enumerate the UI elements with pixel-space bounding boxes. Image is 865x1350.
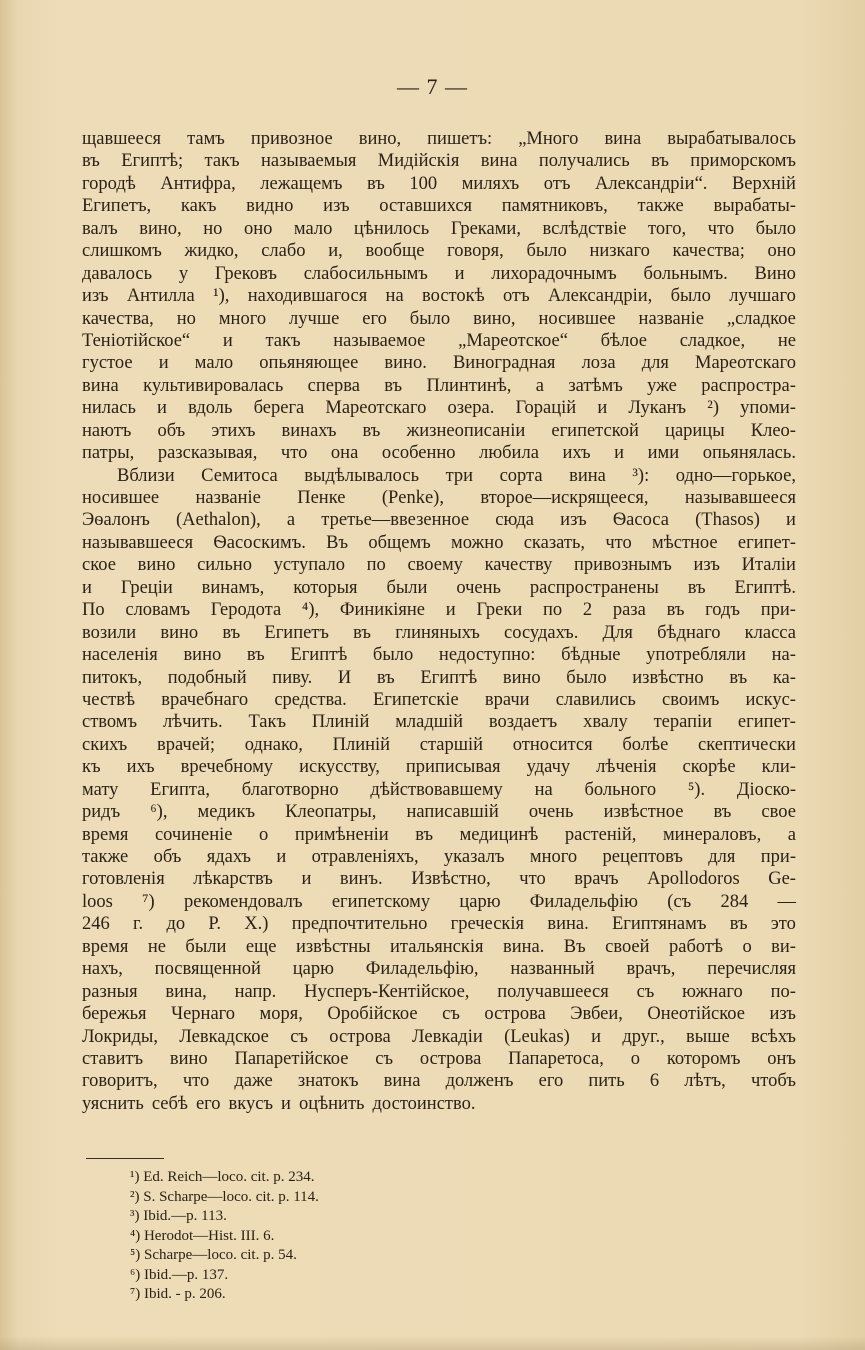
text-line: разныя вина, напр. Нусперъ-Кентійское, получавшееся съ южнаго по- bbox=[82, 981, 796, 1002]
text-line: Египетъ, какъ видно изъ оставшихся памятниковъ, также вырабаты- bbox=[82, 196, 796, 217]
text-line: Вблизи Семитоса выдѣлывалось три сорта вина ³): одно—горькое, bbox=[117, 465, 796, 486]
text-line: изъ Антилла ¹), находившагося на востокѣ отъ Александріи, было лучшаго bbox=[82, 286, 796, 307]
text-line: говоритъ, что даже знатокъ вина долженъ его пить 6 лѣтъ, чтобъ bbox=[82, 1071, 796, 1092]
text-line: Теніотійское“ и такъ называемое „Мареотское“ бѣлое сладкое, не bbox=[82, 330, 796, 351]
text-line: готовленія лѣкарствъ и винъ. Извѣстно, что врачъ Apollodoros Ge- bbox=[82, 869, 796, 890]
text-line: мату Египта, благотворно дѣйствовавшему на больного ⁵). Діоско- bbox=[82, 779, 796, 800]
text-line: По словамъ Геродота ⁴), Финикіяне и Греки по 2 раза въ годъ при- bbox=[82, 600, 796, 621]
text-line: носившее названіе Пенке (Penke), второе—искрящееся, называвшееся bbox=[82, 488, 796, 508]
footnote: ⁴) Herodot—Hist. III. 6. bbox=[130, 1227, 275, 1244]
text-line: слишкомъ жидко, слабо и, вообще говоря, было низкаго качества; оно bbox=[82, 241, 796, 262]
text-line: также объ ядахъ и отравленіяхъ, указалъ много рецептовъ для при- bbox=[82, 847, 796, 867]
footnote: ¹) Ed. Reich—loco. cit. p. 234. bbox=[130, 1169, 315, 1185]
text-line: ское вино сильно уступало по своему качеству привознымъ изъ Италіи bbox=[82, 555, 796, 576]
text-line: Эѳалонъ (Aethalon), а третье—ввезенное сюда изъ Ѳасоса (Thasos) и bbox=[82, 510, 796, 531]
text-line: населенія вино въ Египтѣ было недоступно: бѣдные употребляли на- bbox=[82, 645, 796, 666]
text-line: питокъ, подобный пиву. И въ Египтѣ вино было извѣстно въ ка- bbox=[82, 667, 796, 688]
text-line: въ Египтѣ; такъ называемыя Мидійскія вина получались въ приморскомъ bbox=[82, 151, 796, 172]
text-line: называвшееся Ѳасоскимъ. Въ общемъ можно сказать, что мѣстное египет- bbox=[82, 532, 796, 553]
text-line: Локриды, Левкадское съ острова Левкадіи (Leukas) и друг., выше всѣхъ bbox=[82, 1026, 796, 1047]
body-text bbox=[82, 128, 796, 1115]
text-line: нахъ, посвященной царю Филадельфію, названный врачъ, перечисляя bbox=[82, 959, 796, 980]
text-line: ствомъ лѣчить. Такъ Плиній младшій воздаетъ хвалу терапіи египет- bbox=[82, 712, 796, 733]
text-line: loos ⁷) рекомендовалъ египетскому царю Филадельфію (съ 284 — bbox=[82, 891, 796, 912]
text-line: густое и мало опьяняющее вино. Виноградная лоза для Мареотскаго bbox=[82, 353, 796, 374]
text-line: городѣ Антифра, лежащемъ въ 100 миляхъ отъ Александріи“. Верхній bbox=[82, 173, 796, 194]
text-line: вина культивировалась сперва въ Плинтинѣ, а затѣмъ уже распростра- bbox=[82, 375, 796, 396]
page-number: — 7 — bbox=[397, 74, 468, 99]
footnote: ³) Ibid.—p. 113. bbox=[130, 1208, 227, 1224]
text-line: нилась и вдоль берега Мареотскаго озера. Горацій и Луканъ ²) упоми- bbox=[82, 398, 796, 419]
footnote: ⁷) Ibid. - p. 206. bbox=[130, 1286, 226, 1302]
footnote: ²) S. Scharpe—loco. cit. p. 114. bbox=[130, 1188, 319, 1205]
text-line: и Греціи винамъ, которыя были очень распространены въ Египтѣ. bbox=[82, 577, 796, 598]
text-line: патры, разсказывая, что она особенно любила ихъ и ими опьянялась. bbox=[82, 443, 796, 464]
footnote-divider bbox=[86, 1158, 164, 1159]
text-line: возили вино въ Египетъ въ глиняныхъ сосудахъ. Для бѣднаго класса bbox=[82, 622, 796, 643]
text-line: чествѣ врачебнаго средства. Египетскіе врачи славились своимъ искус- bbox=[82, 689, 796, 710]
text-line: наютъ объ этихъ винахъ въ жизнеописаніи египетской царицы Клео- bbox=[82, 420, 796, 441]
footnotes bbox=[130, 1168, 319, 1305]
text-line: время сочиненіе о примѣненіи въ медицинѣ растеній, минераловъ, а bbox=[82, 824, 796, 845]
text-line: ставитъ вино Папаретійское съ острова Папаретоса, о которомъ онъ bbox=[82, 1048, 796, 1069]
text-line: къ ихъ вречебному искусству, приписывая удачу лѣченія скорѣе кли- bbox=[82, 757, 796, 778]
text-line: ридъ ⁶), медикъ Клеопатры, написавшій очень извѣстное въ свое bbox=[82, 802, 796, 823]
footnote: ⁵) Scharpe—loco. cit. p. 54. bbox=[130, 1247, 297, 1263]
text-line: качества, но много лучше его было вино, носившее названіе „сладкое bbox=[82, 308, 796, 329]
text-line: давалось у Грековъ слабосильнымъ и лихорадочнымъ больнымъ. Вино bbox=[82, 263, 796, 284]
text-line: бережья Чернаго моря, Оробійское съ острова Эвбеи, Онеотійское изъ bbox=[82, 1004, 796, 1025]
text-line: уяснить себѣ его вкусъ и оцѣнить достоинство. bbox=[82, 1093, 476, 1114]
text-line: щавшееся тамъ привозное вино, пишетъ: „Много вина вырабатывалось bbox=[82, 129, 796, 149]
text-line: 246 г. до Р. Х.) предпочтительно греческія вина. Египтянамъ въ это bbox=[82, 914, 796, 935]
text-line: время не были еще извѣстны итальянскія вина. Въ своей работѣ о ви- bbox=[82, 936, 796, 957]
text-line: валъ вино, но оно мало цѣнилось Греками, вслѣдствіе того, что было bbox=[82, 218, 796, 239]
footnote: ⁶) Ibid.—p. 137. bbox=[130, 1266, 229, 1283]
page-edge-shadow bbox=[0, 1336, 865, 1350]
text-line: скихъ врачей; однако, Плиній старшій относится болѣе скептически bbox=[82, 734, 796, 755]
